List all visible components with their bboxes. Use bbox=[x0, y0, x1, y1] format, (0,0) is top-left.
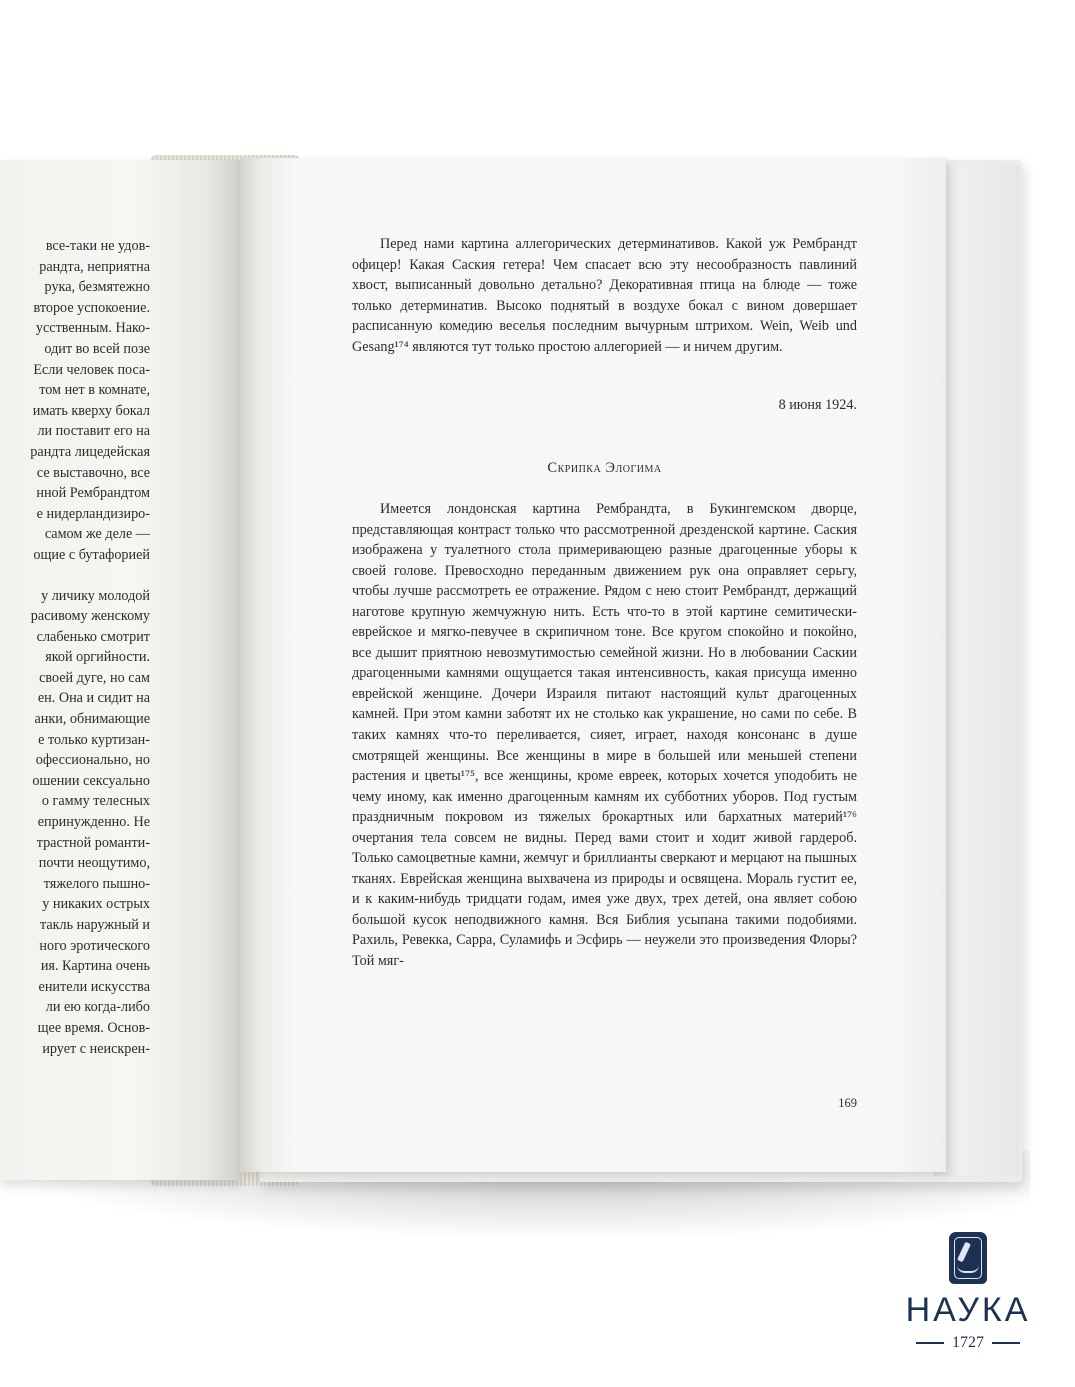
left-text-line: такль наружный и bbox=[39, 917, 150, 933]
left-text-line: усственным. Нако- bbox=[35, 320, 150, 337]
left-text-line: рандта лицедейская bbox=[30, 443, 150, 460]
left-text-line: се выставочно, все bbox=[36, 464, 150, 481]
left-text-line: у личику молодой bbox=[41, 587, 150, 604]
left-text-line: своей дуге, но сам bbox=[39, 669, 150, 686]
left-text-line: слабенько смотрит bbox=[36, 628, 150, 645]
left-text-line: самом же деле — bbox=[44, 526, 150, 543]
left-text-line: все-таки не удов- bbox=[45, 238, 150, 254]
left-text-line: Если человек поса- bbox=[33, 361, 150, 378]
left-text-block-1 bbox=[0, 236, 150, 566]
left-text-line: имать кверху бокал bbox=[32, 402, 150, 419]
page-number: 169 bbox=[838, 1096, 857, 1110]
left-text-line: ия. Картина очень bbox=[40, 958, 150, 975]
left-text-line: ошении сексуально bbox=[32, 772, 150, 789]
page-edges bbox=[934, 166, 1020, 1176]
right-page-block bbox=[240, 158, 1020, 1178]
left-page-text bbox=[0, 236, 150, 1059]
left-text-line: трастной романти- bbox=[36, 834, 150, 851]
left-text-line: ирует с неискрен- bbox=[42, 1040, 150, 1057]
left-text-line: якой оргийности. bbox=[45, 649, 150, 666]
publisher-year-row bbox=[898, 1334, 1038, 1352]
left-text-line: ен. Она и сидит на bbox=[37, 690, 150, 707]
left-text-line: о гамму телесных bbox=[41, 793, 150, 810]
left-text-line: тяжелого пышно- bbox=[43, 875, 150, 892]
left-text-line: ного эротического bbox=[39, 937, 150, 954]
left-text-line: нной Рембрандтом bbox=[36, 485, 150, 502]
publisher-name: НАУКА bbox=[905, 1291, 1031, 1329]
left-text-line: второе успокоение. bbox=[33, 299, 150, 316]
left-text-line: почти неощутимо, bbox=[38, 855, 150, 872]
left-text-line: епринужденно. Не bbox=[37, 814, 150, 831]
left-text-line: одит во всей позе bbox=[44, 340, 150, 357]
left-text-line: ли ею когда-либо bbox=[45, 999, 150, 1016]
left-text-block-2 bbox=[0, 586, 150, 1060]
date-line: 8 июня 1924. bbox=[778, 397, 857, 413]
left-text-line: щее время. Основ- bbox=[37, 1019, 150, 1036]
paragraph-2: Имеется лондонская картина Рембрандта, в Букингемском дворце, представляющая контраст только что рассмотренной дрезденской картине. Саския изображена у туалетного стола примеривающею разные драгоценные уборы к своей голове. Превосходно переданным движением рук она оправляет серьгу, чтобы лучше рассмотреть ее отражение. Рядом с нею стоит Рембрандт, держащий наготове крупную жемчужную нить. Есть что-то в этой картине семитически-еврейское и мягко-певучее в скрипичном тоне. Все кругом спокойно и покойно, все дышит приятною невозмутимостью семейной жизни. Но в любовании Саскии драгоценными камнями ощущается такая интенсивность, какая присуща именно еврейской женщине. Дочери Израиля питают настоящий культ драгоценных камней. При этом камни заботят их не столько как украшение, но сами по себе. В таких камнях что-то переливается, сияет, играет, находя консонанс в душе смотрящей женщины. Все женщины в мире в большей или меньшей степени растения и цветы¹⁷⁵, все женщины, кроме евреек, которых хочется уподобить не чему иному, как именно драгоценным камням их субботних уборов. Под густым праздничным покровом из тяжелых брокартных или бархатных материй¹⁷⁶ очертания тела совсем не видны. Перед вами стоит и ходит живой гардероб. Только самоцветные камни, жемчуг и бриллианты сверкают и мерцают на пышных тканях. Еврейская женщина выхвачена из природы и освящена. Мораль густит ее, и к каким-нибудь тридцати годам, имея уже двух, трех детей, она являет собою большой кусок неподвижного камня. Вся Библия усыпана такими подобиями. Рахиль, Ревекка, Сарра, Суламифь и Эсфирь — неужели это произведения Флоры? Той мяг- bbox=[352, 501, 857, 970]
section-heading: Скрипка Элогима bbox=[547, 460, 662, 476]
left-text-line: е только куртизан- bbox=[38, 731, 150, 748]
left-text-line: рандта, неприятна bbox=[39, 258, 150, 275]
left-text-line: у никаких острых bbox=[42, 896, 150, 913]
left-text-line: анки, обнимающие bbox=[34, 711, 150, 728]
left-text-line: том нет в комнате, bbox=[39, 382, 150, 399]
left-text-line: ли поставит его на bbox=[37, 423, 150, 440]
left-text-line: расивому женскому bbox=[30, 608, 150, 625]
left-page bbox=[0, 160, 242, 1180]
left-text-line: рука, безмятежно bbox=[44, 279, 150, 296]
publisher-emblem-icon bbox=[949, 1232, 987, 1284]
publisher-year: 1727 bbox=[952, 1334, 984, 1351]
paragraph-1: Перед нами картина аллегорических детерминативов. Какой уж Рембрандт офицер! Какая Саския гетера! Чем спасает всю эту несообразность павлиний хвост, выписанный довольно детально? Декоративная птица на блюде — тоже только детерминатив. Высоко поднятый в воздухе бокал с вином довершает расписанную комедию веселья последним вычурным штрихом. Wein, Weib und Gesang¹⁷⁴ являются тут только простою аллегорией — и ничем другим. bbox=[352, 236, 857, 355]
right-page bbox=[240, 158, 946, 1172]
left-text-line: е нидерландизиро- bbox=[36, 505, 150, 522]
left-text-line: ощие с бутафорией bbox=[33, 546, 150, 563]
left-text-line: офессионально, но bbox=[35, 752, 150, 769]
publisher-logo bbox=[898, 1232, 1038, 1362]
left-text-line: енители искусства bbox=[38, 978, 150, 995]
